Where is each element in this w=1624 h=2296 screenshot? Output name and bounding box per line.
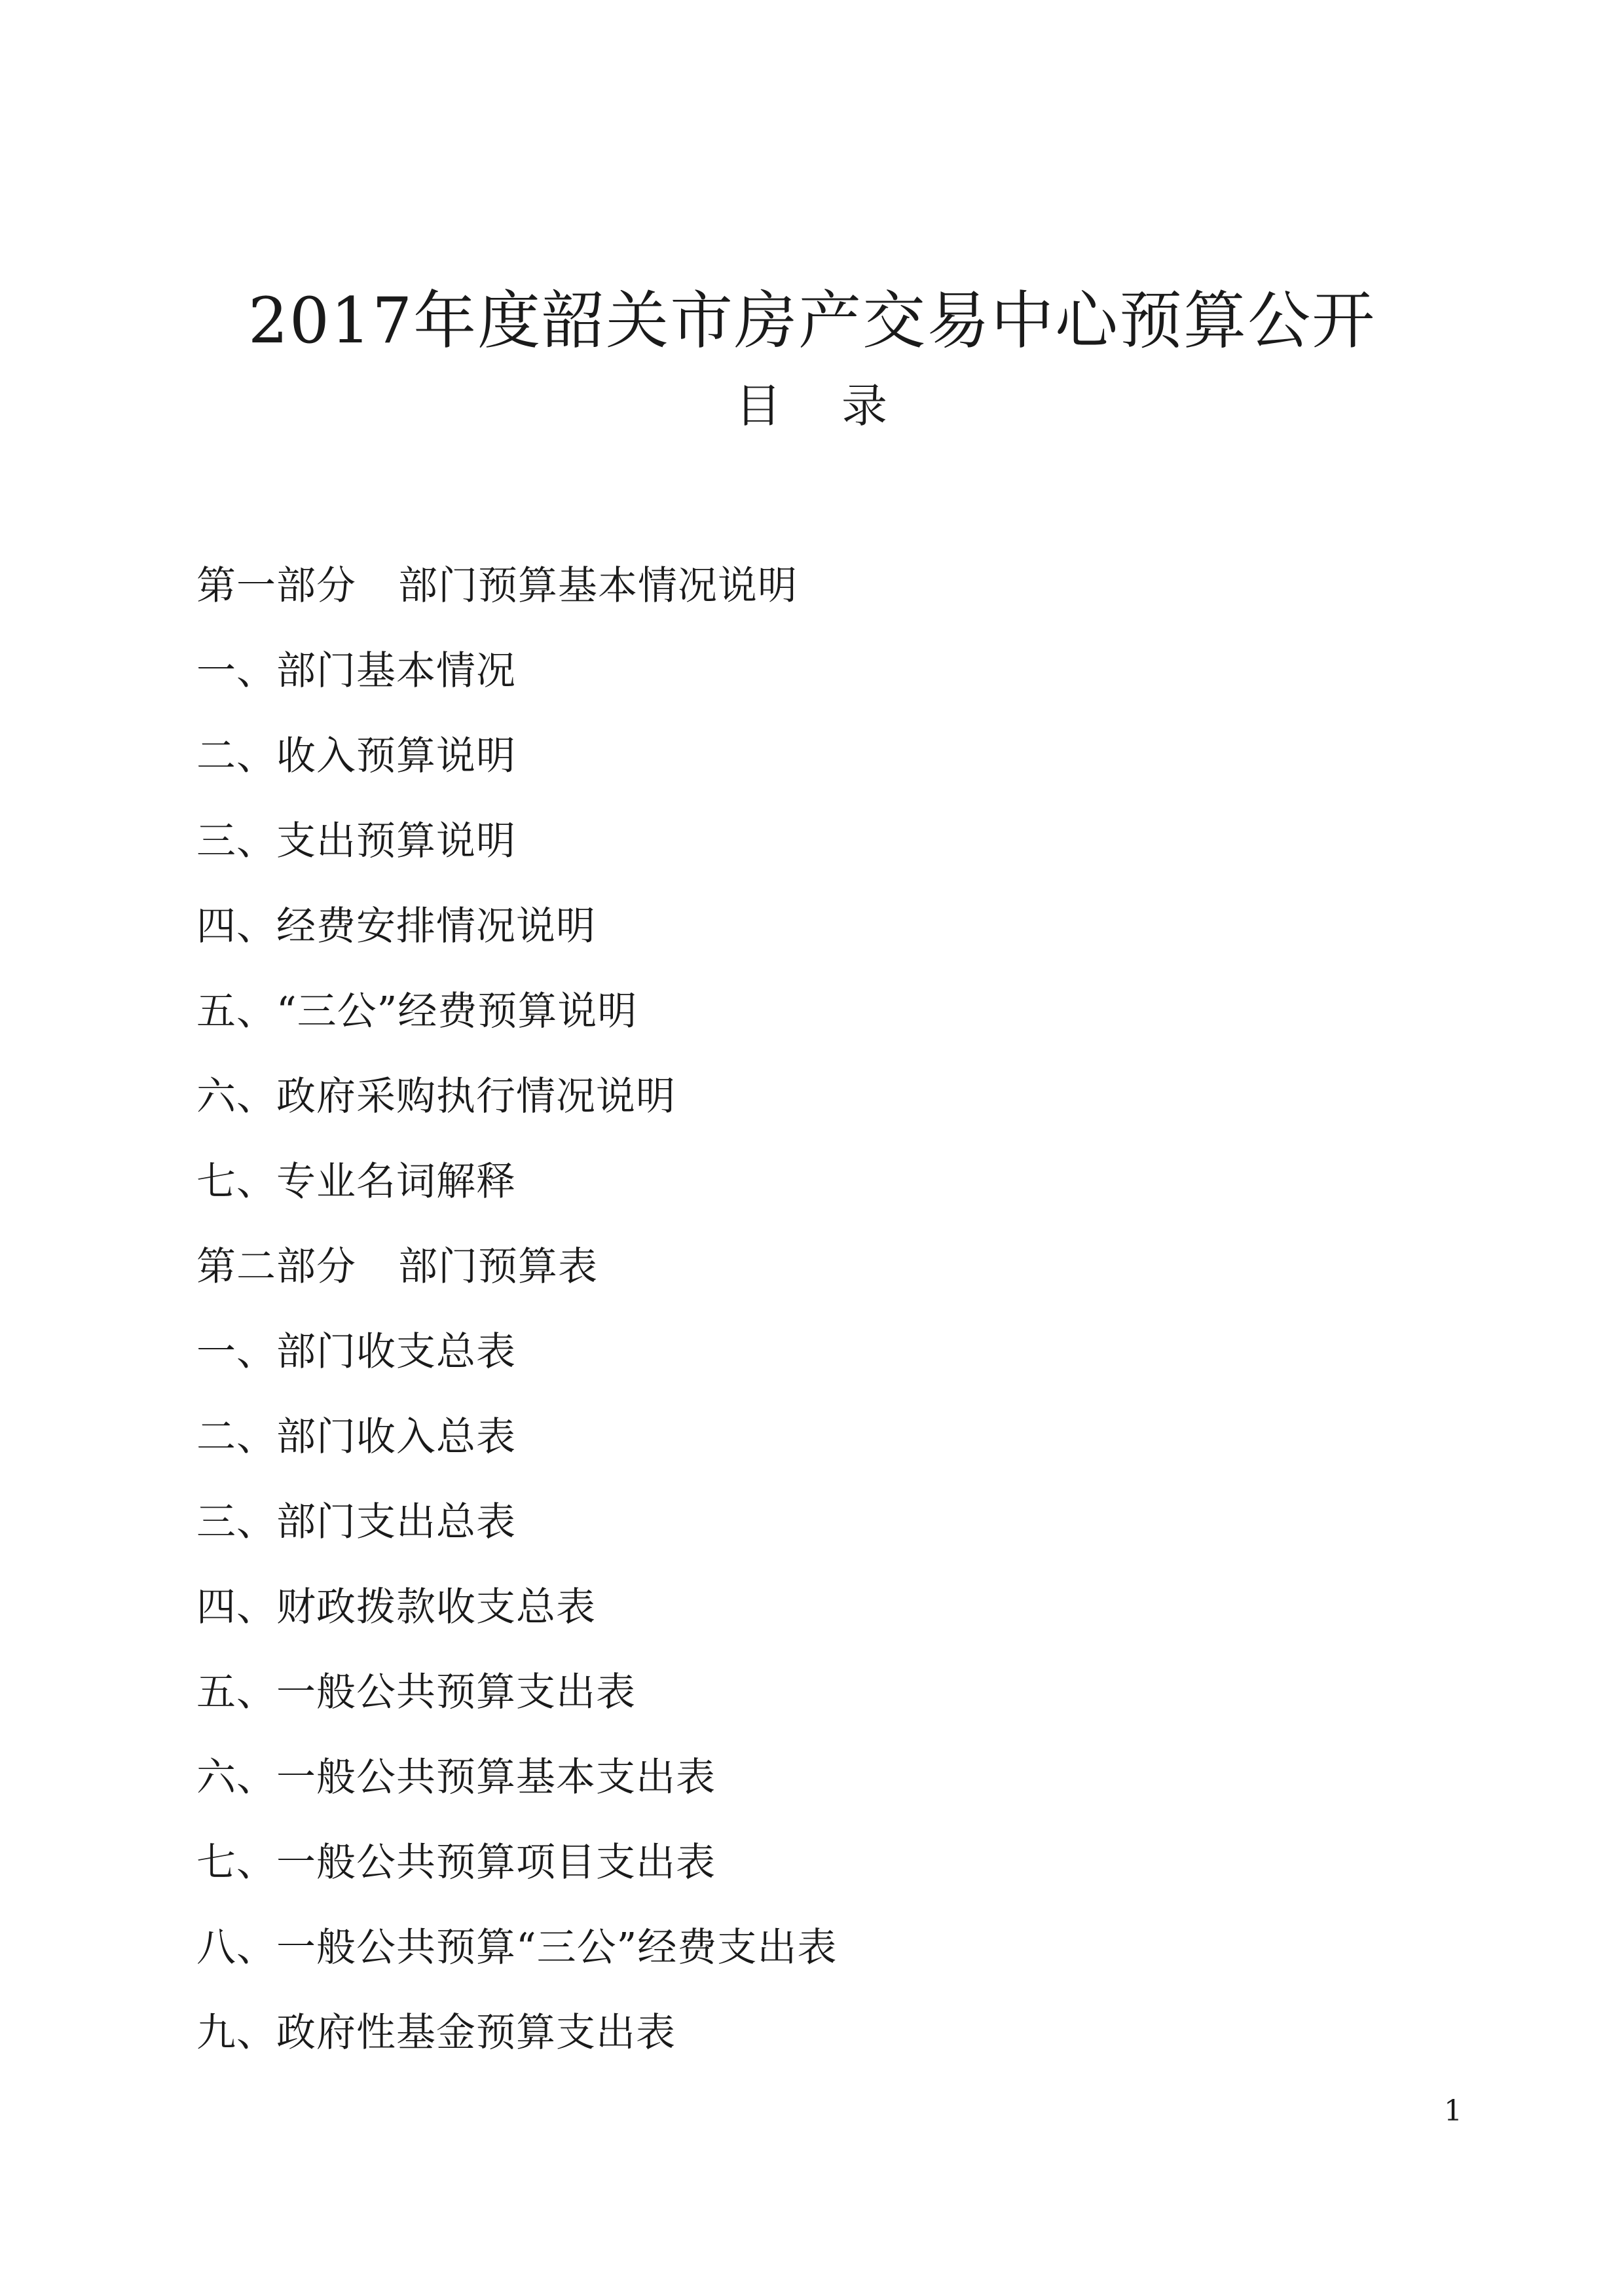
page-title: 2017年度韶关市房产交易中心预算公开 [248, 284, 1376, 357]
toc-item: 四、经费安排情况说明 [196, 903, 596, 949]
toc-item: 三、支出预算说明 [196, 818, 516, 864]
toc-item: 五、一般公共预算支出表 [196, 1669, 636, 1715]
toc-item: 八、一般公共预算“三公”经费支出表 [196, 1925, 838, 1971]
toc-item: 一、部门基本情况 [196, 648, 516, 694]
toc-part-2-label: 第二部分 [196, 1244, 356, 1290]
toc-item: 六、政府采购执行情况说明 [196, 1074, 676, 1120]
toc-item: 七、专业名词解释 [196, 1159, 516, 1205]
table-of-contents [196, 543, 1441, 2075]
toc-part-1-title: 部门预算基本情况说明 [398, 563, 798, 609]
toc-item: 五、“三公”经费预算说明 [196, 989, 638, 1034]
page-number: 1 [1444, 2094, 1462, 2128]
toc-item: 九、政府性基金预算支出表 [196, 2010, 676, 2056]
toc-part-1-label: 第一部分 [196, 563, 356, 609]
toc-part-2 [196, 1224, 1441, 1309]
toc-part-2-title: 部门预算表 [398, 1244, 598, 1290]
toc-heading-char-2: 录 [841, 379, 889, 433]
toc-heading-char-1: 目 [735, 379, 783, 433]
toc-item: 四、财政拨款收支总表 [196, 1584, 596, 1630]
toc-item: 七、一般公共预算项目支出表 [196, 1840, 716, 1886]
toc-item: 二、收入预算说明 [196, 733, 516, 779]
toc-part-1 [196, 543, 1441, 629]
toc-item: 一、部门收支总表 [196, 1329, 516, 1375]
toc-heading [0, 373, 1624, 439]
toc-item: 二、部门收入总表 [196, 1414, 516, 1460]
toc-item: 六、一般公共预算基本支出表 [196, 1755, 716, 1800]
toc-item: 三、部门支出总表 [196, 1499, 516, 1545]
